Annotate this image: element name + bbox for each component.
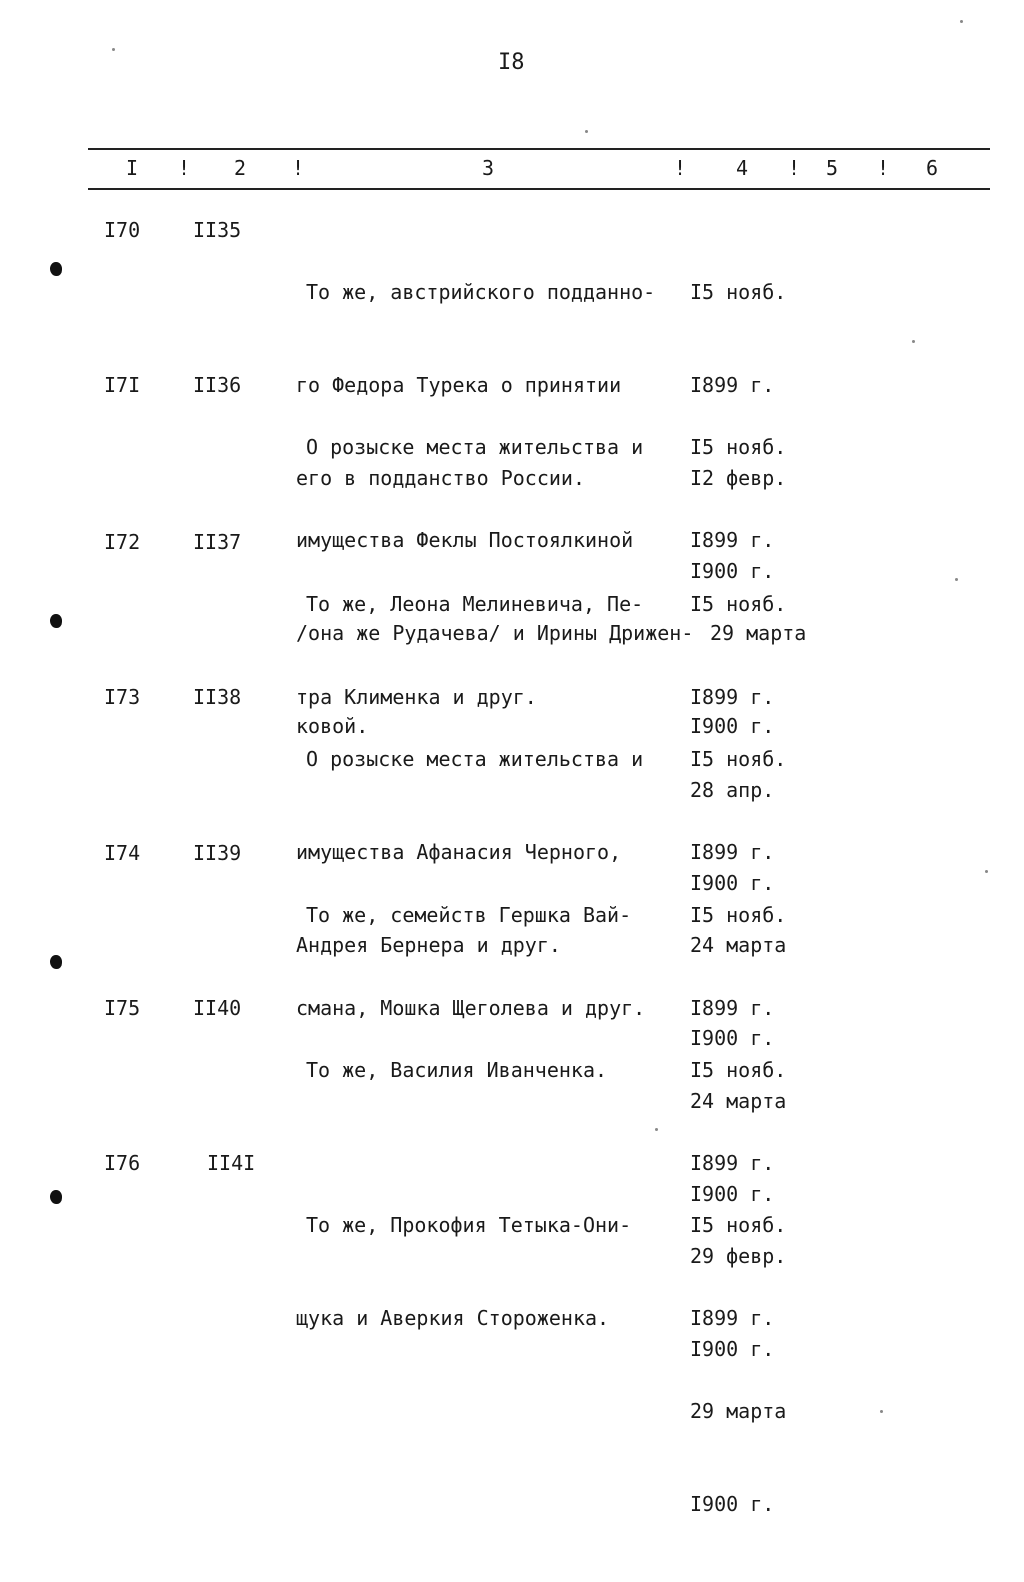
punch-hole-mark <box>50 262 62 276</box>
scan-speck <box>585 130 588 133</box>
header-separator: ! <box>292 156 305 180</box>
description-line: О розыске места жительства и <box>306 747 644 771</box>
description <box>296 993 607 1148</box>
description-line: /она же Рудачева/ и Ирины Дрижен- <box>296 621 694 645</box>
description-line: То же, Прокофия Тетыка-Они- <box>306 1213 632 1237</box>
scan-speck <box>112 48 115 51</box>
punch-hole-mark <box>50 955 62 969</box>
date-line: I5 нояб. <box>690 280 787 304</box>
description-line: имущества Феклы Постоялкиной <box>296 528 634 552</box>
punch-hole-mark <box>50 1190 62 1204</box>
date-line: 24 марта <box>690 933 787 957</box>
date-line: I899 г. <box>690 373 775 397</box>
page-number: I8 <box>498 50 525 75</box>
row-number: I72 <box>104 530 141 554</box>
date-line: 29 февр. <box>690 1244 787 1268</box>
description-line: То же, австрийского подданно- <box>306 280 656 304</box>
header-col-6: 6 <box>926 156 939 180</box>
row-number: I73 <box>104 685 141 709</box>
date-line: 28 апр. <box>690 778 775 802</box>
description-line: щука и Аверкия Стороженка. <box>296 1306 610 1330</box>
file-number: II38 <box>193 685 242 709</box>
row-number: I7I <box>104 373 141 397</box>
date-line: I5 нояб. <box>690 592 787 616</box>
header-col-3: 3 <box>482 156 495 180</box>
description <box>296 1148 631 1396</box>
date-line: I900 г. <box>690 1182 775 1206</box>
description-line: То же, семейств Гершка Вай- <box>306 903 632 927</box>
description-line: То же, Василия Иванченка. <box>306 1058 608 1082</box>
date-line: I5 нояб. <box>690 747 787 771</box>
header-col-1: I <box>126 156 139 180</box>
header-col-4: 4 <box>736 156 749 180</box>
description-line: тра Клименка и друг. <box>296 685 537 709</box>
date-line: I900 г. <box>690 714 775 738</box>
scan-speck <box>880 1410 883 1413</box>
description-line: его в подданство России. <box>296 466 585 490</box>
date-line: I899 г. <box>690 840 775 864</box>
description-line: Андрея Бернера и друг. <box>296 933 561 957</box>
row-number: I74 <box>104 841 141 865</box>
punch-hole-mark <box>50 614 62 628</box>
date-line: I5 нояб. <box>690 1058 787 1082</box>
date-line: I899 г. <box>690 528 775 552</box>
description-line: ковой. <box>296 714 369 738</box>
header-col-5: 5 <box>826 156 839 180</box>
table-top-rule <box>88 148 990 150</box>
date-line: I900 г. <box>690 559 775 583</box>
date-line: I900 г. <box>690 871 775 895</box>
scan-speck <box>655 1128 658 1131</box>
scan-speck <box>955 578 958 581</box>
date-line: 24 марта <box>690 1089 787 1113</box>
file-number: II36 <box>193 373 242 397</box>
description-line: То же, Леона Мелиневича, Пе- <box>306 592 644 616</box>
date-line: I899 г. <box>690 1151 775 1175</box>
file-number: II35 <box>193 218 242 242</box>
description-line: смана, Мошка Щеголева и друг. <box>296 996 646 1020</box>
date-line: I899 г. <box>690 1306 775 1330</box>
header-separator: ! <box>674 156 687 180</box>
scan-speck <box>960 20 963 23</box>
date-line: I5 нояб. <box>690 435 787 459</box>
description-line: го Федора Турека о принятии <box>296 373 622 397</box>
description-line: имущества Афанасия Черного, <box>296 840 622 864</box>
row-number: I75 <box>104 996 141 1020</box>
file-number: II40 <box>193 996 242 1020</box>
file-number: II4I <box>207 1151 256 1175</box>
date-line: 29 марта <box>690 1399 787 1423</box>
header-col-2: 2 <box>234 156 247 180</box>
date-line: I900 г. <box>690 1337 775 1361</box>
row-number: I76 <box>104 1151 141 1175</box>
date-line: I5 нояб. <box>690 1213 787 1237</box>
date-line: 29 марта <box>710 621 807 645</box>
header-separator: ! <box>178 156 191 180</box>
file-number: II37 <box>193 530 242 554</box>
scan-speck <box>985 870 988 873</box>
row-number: I70 <box>104 218 141 242</box>
file-number: II39 <box>193 841 242 865</box>
header-separator: ! <box>788 156 801 180</box>
scan-speck <box>912 340 915 343</box>
table-header-rule <box>88 188 990 190</box>
date-line: I2 февр. <box>690 466 787 490</box>
date-line: I899 г. <box>690 685 775 709</box>
date-line: I899 г. <box>690 996 775 1020</box>
dates <box>690 1148 786 1582</box>
description-line: О розыске места жительства и <box>306 435 644 459</box>
date-line: I5 нояб. <box>690 903 787 927</box>
date-line: I900 г. <box>690 1492 775 1516</box>
date-line: I900 г. <box>690 1026 775 1050</box>
header-separator: ! <box>877 156 890 180</box>
